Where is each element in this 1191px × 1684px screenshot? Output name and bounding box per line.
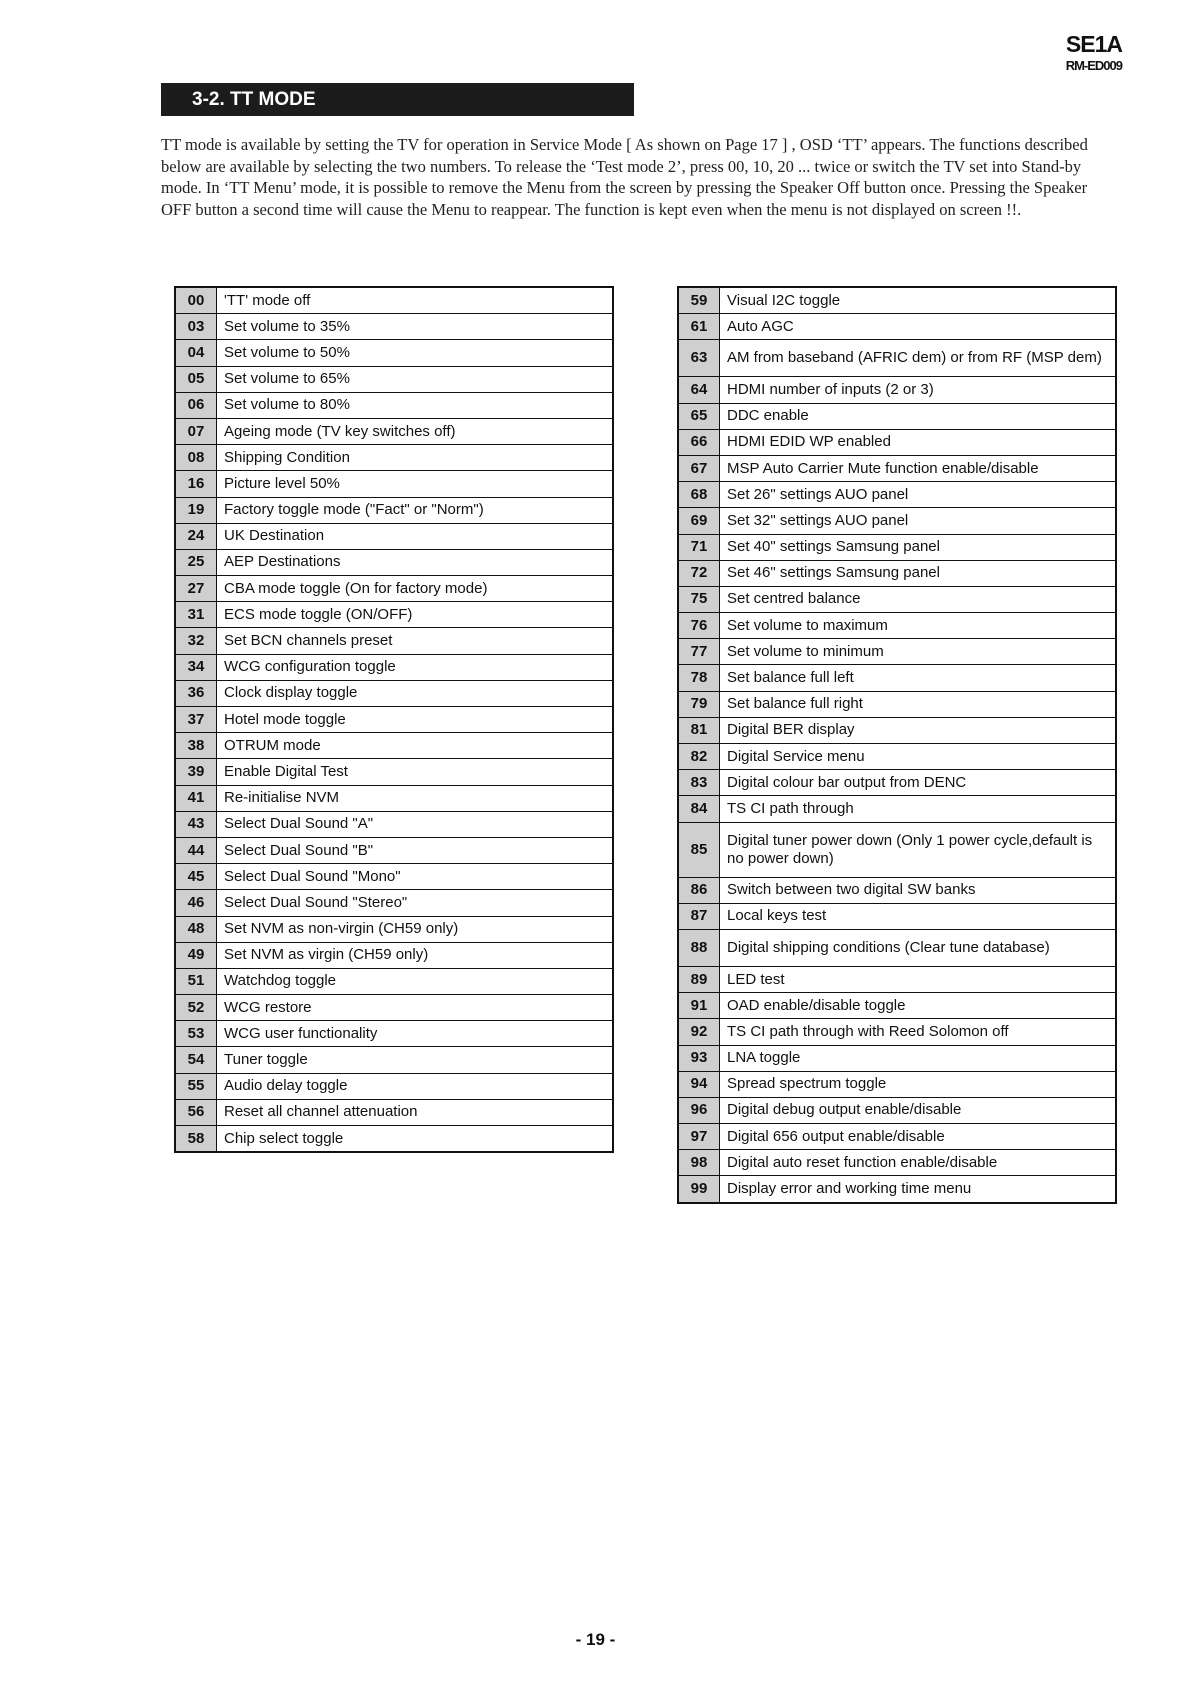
intro-paragraph: TT mode is available by setting the TV for operation in Service Mode [ As shown on Page 17 ] , OSD ‘TT’ appears. The functions described below are available by selecting the two numbers. To release the ‘Test mode 2’, press 00, 10, 20 ... twice or switch the TV set into Stand-by mode. In ‘TT Menu’ mode, it is possible to remove the Menu from the screen by pressing the Speaker Off button once. Pressing the Speaker OFF button a second time will cause the Menu to reappear. The function is kept even when the menu is not displayed on screen !!. [161, 135, 1088, 219]
tt-function: AEP Destinations [217, 549, 614, 575]
tt-code: 87 [678, 903, 720, 929]
table-row [678, 1071, 1116, 1097]
tt-function: Set volume to 35% [217, 314, 614, 340]
tt-function: Reset all channel attenuation [217, 1099, 614, 1125]
tt-function: Local keys test [720, 903, 1117, 929]
tt-function: MSP Auto Carrier Mute function enable/disable [720, 455, 1117, 481]
tt-function: Visual I2C toggle [720, 287, 1117, 314]
tt-function: Digital tuner power down (Only 1 power cycle,default is no power down) [720, 822, 1117, 877]
table-row [175, 707, 613, 733]
table-row [678, 482, 1116, 508]
tt-code: 85 [678, 822, 720, 877]
table-row [678, 639, 1116, 665]
tt-code: 00 [175, 287, 217, 314]
tt-code: 24 [175, 523, 217, 549]
tt-function: Digital BER display [720, 717, 1117, 743]
tt-code-table-right [677, 286, 1117, 1204]
tt-function: WCG configuration toggle [217, 654, 614, 680]
table-row [175, 471, 613, 497]
table-row [175, 916, 613, 942]
tt-function: Set 26" settings AUO panel [720, 482, 1117, 508]
tt-function: Set volume to 50% [217, 340, 614, 366]
table-row [175, 366, 613, 392]
tt-function: Ageing mode (TV key switches off) [217, 418, 614, 444]
table-row [678, 314, 1116, 340]
table-row [678, 586, 1116, 612]
tt-function: Set NVM as virgin (CH59 only) [217, 942, 614, 968]
table-row [678, 717, 1116, 743]
tt-code: 48 [175, 916, 217, 942]
table-row [678, 560, 1116, 586]
tt-function: WCG restore [217, 995, 614, 1021]
tt-function: Set 46" settings Samsung panel [720, 560, 1117, 586]
tt-function: Clock display toggle [217, 680, 614, 706]
tt-code: 07 [175, 418, 217, 444]
table-row [678, 1150, 1116, 1176]
table-row [678, 1176, 1116, 1203]
table-row [175, 811, 613, 837]
tt-code: 68 [678, 482, 720, 508]
table-row [175, 1021, 613, 1047]
tt-code: 05 [175, 366, 217, 392]
tt-code: 97 [678, 1124, 720, 1150]
section-title: 3-2. TT MODE [161, 83, 634, 116]
tt-function: Switch between two digital SW banks [720, 877, 1117, 903]
tt-function: ECS mode toggle (ON/OFF) [217, 602, 614, 628]
table-row [678, 340, 1116, 377]
tt-code: 31 [175, 602, 217, 628]
tt-code: 81 [678, 717, 720, 743]
table-row [175, 890, 613, 916]
table-row [175, 340, 613, 366]
table-row [175, 759, 613, 785]
tt-function: Shipping Condition [217, 445, 614, 471]
tt-code: 03 [175, 314, 217, 340]
tt-code: 34 [175, 654, 217, 680]
tt-function: Set balance full right [720, 691, 1117, 717]
tt-function: Select Dual Sound "Stereo" [217, 890, 614, 916]
tt-function: Watchdog toggle [217, 968, 614, 994]
table-row [678, 691, 1116, 717]
tt-function: Set volume to 80% [217, 392, 614, 418]
table-row [678, 1097, 1116, 1123]
table-row [175, 549, 613, 575]
tt-function: UK Destination [217, 523, 614, 549]
table-row [175, 445, 613, 471]
tt-code: 69 [678, 508, 720, 534]
table-row [678, 929, 1116, 966]
tt-code: 49 [175, 942, 217, 968]
tt-code: 45 [175, 864, 217, 890]
model-header [1066, 30, 1122, 74]
tt-function: Digital debug output enable/disable [720, 1097, 1117, 1123]
tt-function: OTRUM mode [217, 733, 614, 759]
tt-code: 04 [175, 340, 217, 366]
tt-function: Spread spectrum toggle [720, 1071, 1117, 1097]
tt-code: 55 [175, 1073, 217, 1099]
tt-code-table-left [174, 286, 614, 1153]
tt-code: 25 [175, 549, 217, 575]
tt-code: 72 [678, 560, 720, 586]
tt-function: Digital shipping conditions (Clear tune database) [720, 929, 1117, 966]
tt-function: HDMI number of inputs (2 or 3) [720, 377, 1117, 403]
tt-code: 99 [678, 1176, 720, 1203]
tt-function: Hotel mode toggle [217, 707, 614, 733]
table-row [175, 785, 613, 811]
tt-function: Set 40" settings Samsung panel [720, 534, 1117, 560]
table-row [175, 837, 613, 863]
tt-function: Set centred balance [720, 586, 1117, 612]
table-row [175, 968, 613, 994]
tt-code: 89 [678, 966, 720, 992]
tt-code: 75 [678, 586, 720, 612]
tt-function: Set balance full left [720, 665, 1117, 691]
table-row [678, 903, 1116, 929]
page-number: - 19 - [575, 1630, 616, 1649]
tt-function: Set volume to maximum [720, 613, 1117, 639]
table-row [678, 429, 1116, 455]
table-row [175, 602, 613, 628]
table-row [678, 665, 1116, 691]
table-row [175, 576, 613, 602]
tt-function: Select Dual Sound "A" [217, 811, 614, 837]
table-row [175, 680, 613, 706]
table-row [175, 523, 613, 549]
tt-code: 36 [175, 680, 217, 706]
table-row [175, 942, 613, 968]
table-row [678, 403, 1116, 429]
tt-function: TS CI path through [720, 796, 1117, 822]
table-row [678, 966, 1116, 992]
model-name: SE1A [1065, 31, 1122, 57]
tt-code: 96 [678, 1097, 720, 1123]
tt-code: 32 [175, 628, 217, 654]
tt-code: 88 [678, 929, 720, 966]
table-row [175, 654, 613, 680]
table-row [678, 455, 1116, 481]
tt-code: 65 [678, 403, 720, 429]
tt-function: Set BCN channels preset [217, 628, 614, 654]
tt-code: 06 [175, 392, 217, 418]
tt-function: Re-initialise NVM [217, 785, 614, 811]
tt-code: 93 [678, 1045, 720, 1071]
tt-code: 37 [175, 707, 217, 733]
tt-code: 77 [678, 639, 720, 665]
tt-code: 44 [175, 837, 217, 863]
tt-code: 52 [175, 995, 217, 1021]
table-row [175, 497, 613, 523]
tt-code: 61 [678, 314, 720, 340]
tt-function: LED test [720, 966, 1117, 992]
table-row [175, 1099, 613, 1125]
table-row [678, 377, 1116, 403]
tt-code: 54 [175, 1047, 217, 1073]
table-row [678, 1045, 1116, 1071]
table-row [678, 1124, 1116, 1150]
tt-code: 67 [678, 455, 720, 481]
tt-code: 43 [175, 811, 217, 837]
tt-function: Display error and working time menu [720, 1176, 1117, 1203]
tt-function: Factory toggle mode ("Fact" or "Norm") [217, 497, 614, 523]
tt-function: Set 32" settings AUO panel [720, 508, 1117, 534]
tt-code: 38 [175, 733, 217, 759]
tt-code: 59 [678, 287, 720, 314]
table-row [678, 613, 1116, 639]
document-code: RM-ED009 [1065, 58, 1122, 73]
tt-code: 46 [175, 890, 217, 916]
table-row [175, 1047, 613, 1073]
tt-function: 'TT' mode off [217, 287, 614, 314]
tt-function: TS CI path through with Reed Solomon off [720, 1019, 1117, 1045]
tt-function: Picture level 50% [217, 471, 614, 497]
tt-function: Digital colour bar output from DENC [720, 770, 1117, 796]
tt-code: 39 [175, 759, 217, 785]
tt-code: 19 [175, 497, 217, 523]
tt-code: 56 [175, 1099, 217, 1125]
tt-code: 58 [175, 1126, 217, 1153]
table-row [678, 287, 1116, 314]
tt-code: 51 [175, 968, 217, 994]
tt-function: Set volume to minimum [720, 639, 1117, 665]
tt-code: 84 [678, 796, 720, 822]
table-row [678, 877, 1116, 903]
table-row [175, 864, 613, 890]
tt-function: Select Dual Sound "Mono" [217, 864, 614, 890]
table-row [678, 822, 1116, 877]
table-row [175, 628, 613, 654]
tt-function: HDMI EDID WP enabled [720, 429, 1117, 455]
table-row [175, 418, 613, 444]
tt-code: 86 [678, 877, 720, 903]
tt-code: 53 [175, 1021, 217, 1047]
table-row [175, 1073, 613, 1099]
tt-function: Audio delay toggle [217, 1073, 614, 1099]
tt-function: CBA mode toggle (On for factory mode) [217, 576, 614, 602]
tt-function: Digital 656 output enable/disable [720, 1124, 1117, 1150]
table-row [175, 995, 613, 1021]
tt-code: 79 [678, 691, 720, 717]
tt-function: Enable Digital Test [217, 759, 614, 785]
tt-function: Digital auto reset function enable/disable [720, 1150, 1117, 1176]
tt-function: Digital Service menu [720, 744, 1117, 770]
table-row [678, 993, 1116, 1019]
tt-code: 92 [678, 1019, 720, 1045]
tt-code: 27 [175, 576, 217, 602]
table-row [678, 770, 1116, 796]
tt-code: 91 [678, 993, 720, 1019]
tt-function: LNA toggle [720, 1045, 1117, 1071]
table-row [678, 744, 1116, 770]
tt-code: 94 [678, 1071, 720, 1097]
tt-function: AM from baseband (AFRIC dem) or from RF (MSP dem) [720, 340, 1117, 377]
table-row [678, 508, 1116, 534]
tt-function: DDC enable [720, 403, 1117, 429]
tt-code: 16 [175, 471, 217, 497]
tt-function: Tuner toggle [217, 1047, 614, 1073]
tt-code: 78 [678, 665, 720, 691]
tt-code: 76 [678, 613, 720, 639]
table-row [678, 796, 1116, 822]
tt-code: 64 [678, 377, 720, 403]
tt-function: Set NVM as non-virgin (CH59 only) [217, 916, 614, 942]
tt-function: OAD enable/disable toggle [720, 993, 1117, 1019]
table-row [175, 1126, 613, 1153]
table-row [678, 534, 1116, 560]
tt-code: 08 [175, 445, 217, 471]
tt-code: 98 [678, 1150, 720, 1176]
tt-code: 63 [678, 340, 720, 377]
table-row [175, 733, 613, 759]
tt-function: WCG user functionality [217, 1021, 614, 1047]
tt-code: 41 [175, 785, 217, 811]
tt-code: 71 [678, 534, 720, 560]
tt-function: Auto AGC [720, 314, 1117, 340]
tt-code: 83 [678, 770, 720, 796]
table-row [678, 1019, 1116, 1045]
tt-function: Chip select toggle [217, 1126, 614, 1153]
tt-function: Select Dual Sound "B" [217, 837, 614, 863]
table-row [175, 392, 613, 418]
table-row [175, 314, 613, 340]
tt-code: 82 [678, 744, 720, 770]
tt-function: Set volume to 65% [217, 366, 614, 392]
table-row [175, 287, 613, 314]
tt-code: 66 [678, 429, 720, 455]
